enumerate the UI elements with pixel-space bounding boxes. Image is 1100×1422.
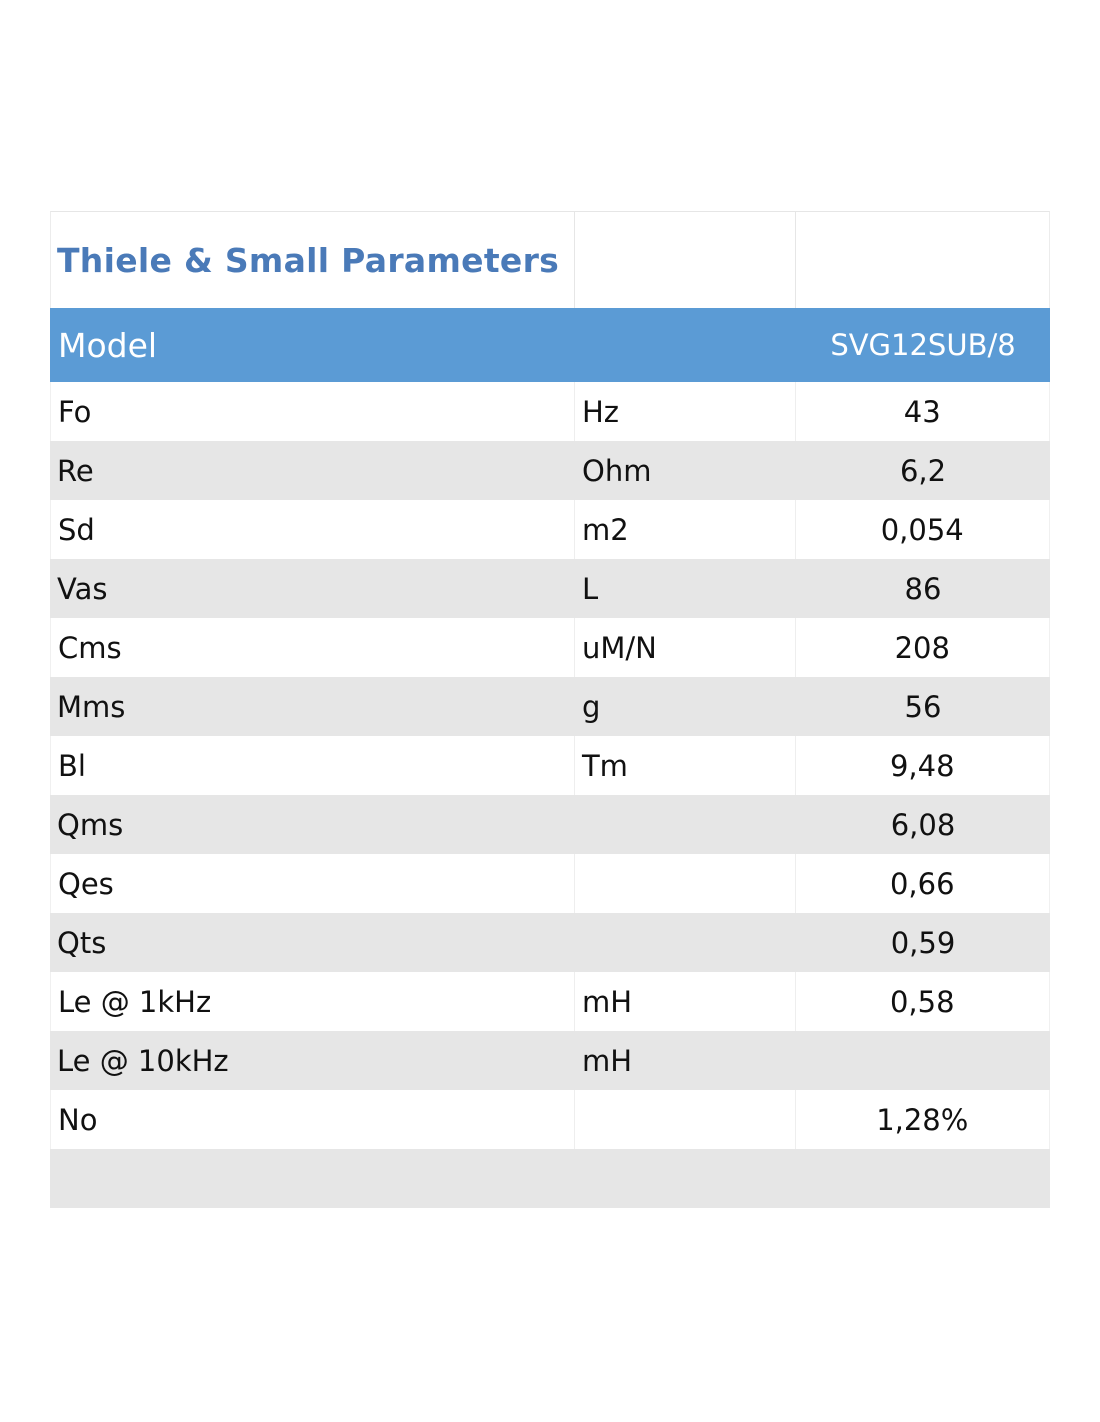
- param-unit: [575, 1090, 796, 1149]
- param-name: Qms: [57, 807, 124, 842]
- param-name: Mms: [57, 689, 126, 724]
- param-value: [796, 1031, 1050, 1090]
- table-row: [50, 559, 1050, 618]
- title-row: [50, 211, 1050, 308]
- table-row: [50, 1090, 1050, 1149]
- table-row: [50, 382, 1050, 441]
- param-value: 6,08: [890, 807, 956, 842]
- table-row: [50, 500, 1050, 559]
- parameters-table: [50, 211, 1050, 1208]
- param-unit: [575, 913, 796, 972]
- param-name: Le @ 10kHz: [57, 1043, 229, 1078]
- table-row: [50, 795, 1050, 854]
- param-value: 0,58: [889, 984, 955, 1019]
- table-title: Thiele & Small Parameters: [57, 240, 560, 280]
- param-value: 43: [903, 394, 941, 429]
- param-unit: [575, 1149, 796, 1208]
- table-row: [50, 677, 1050, 736]
- param-name: Sd: [51, 500, 575, 559]
- param-unit: Ohm: [582, 453, 652, 488]
- param-unit: mH: [582, 1043, 633, 1078]
- param-value: 1,28%: [876, 1102, 969, 1137]
- param-unit: L: [582, 571, 599, 606]
- table-row: [50, 736, 1050, 795]
- param-name: Fo: [51, 382, 575, 441]
- table-row: [50, 1031, 1050, 1090]
- param-name: Qts: [57, 925, 107, 960]
- table-row: [50, 854, 1050, 913]
- param-value: [796, 1149, 1050, 1208]
- title-empty-cell: [796, 212, 1049, 308]
- param-value: 0,66: [889, 866, 955, 901]
- param-value: 208: [894, 630, 950, 665]
- table-row: [50, 972, 1050, 1031]
- param-unit: [575, 854, 796, 913]
- param-unit: mH: [575, 972, 796, 1031]
- title-empty-cell: [575, 212, 796, 308]
- param-value: 56: [904, 689, 942, 724]
- param-name: Cms: [51, 618, 575, 677]
- param-value: 0,59: [890, 925, 956, 960]
- header-model-value: SVG12SUB/8: [830, 328, 1016, 362]
- table-row: [50, 913, 1050, 972]
- param-value: 9,48: [889, 748, 955, 783]
- param-unit: uM/N: [575, 618, 796, 677]
- param-name: [50, 1149, 575, 1208]
- table-row: [50, 618, 1050, 677]
- param-name: Le @ 1kHz: [51, 972, 575, 1031]
- param-name: Vas: [57, 571, 108, 606]
- param-name: No: [51, 1090, 575, 1149]
- param-unit: Tm: [575, 736, 796, 795]
- param-unit: [575, 795, 796, 854]
- param-name: Qes: [51, 854, 575, 913]
- param-name: Bl: [51, 736, 575, 795]
- param-value: 6,2: [899, 453, 947, 488]
- table-row: [50, 441, 1050, 500]
- title-cell: [51, 212, 575, 308]
- param-unit: m2: [575, 500, 796, 559]
- param-name: Re: [57, 453, 94, 488]
- param-value: 0,054: [880, 512, 964, 547]
- param-unit: Hz: [575, 382, 796, 441]
- param-unit: g: [582, 689, 601, 724]
- header-row: [50, 308, 1050, 382]
- table-row: [50, 1149, 1050, 1208]
- param-value: 86: [904, 571, 942, 606]
- header-label: Model: [58, 325, 158, 365]
